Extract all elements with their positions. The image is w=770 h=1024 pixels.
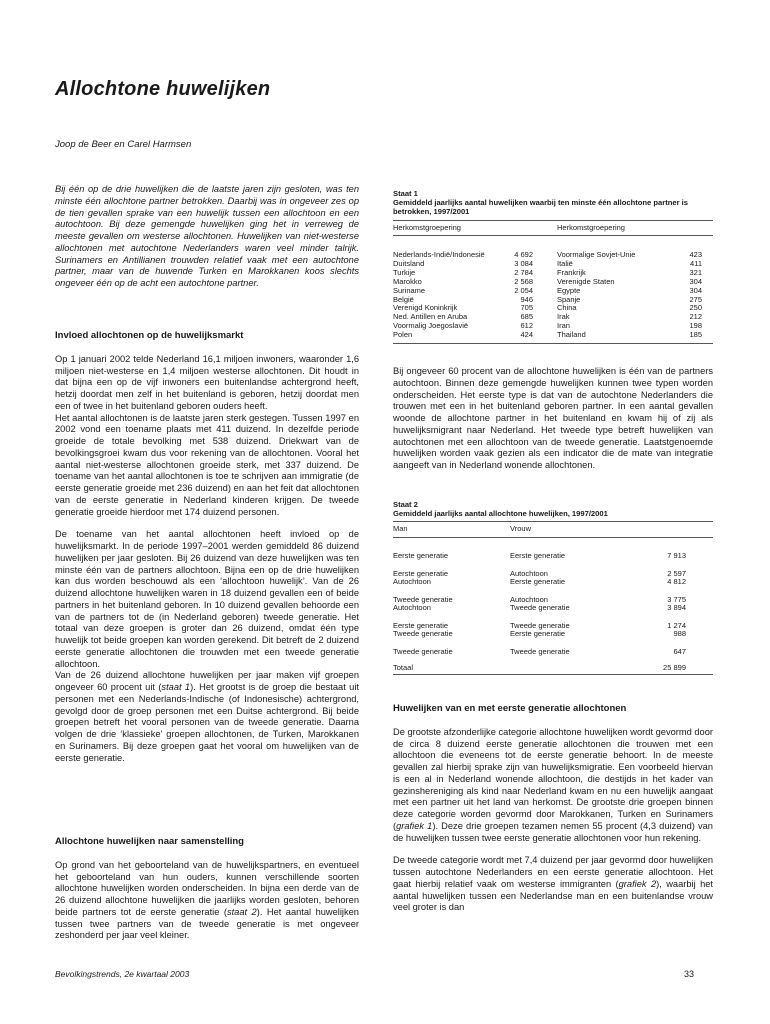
table1-caption: [393, 189, 713, 216]
section-heading-invloed: Invloed allochtonen op de huwelijksmarkt: [55, 330, 244, 341]
table2-man: Tweede generatie: [393, 629, 453, 638]
table2-vrouw: Eerste generatie: [510, 551, 566, 560]
table2-label: Staat 2: [393, 500, 418, 509]
table1-value: 946: [520, 294, 533, 304]
table1-row: [393, 331, 533, 340]
paragraph: Van de 26 duizend allochtone huwelijken per jaar maken vijf groepen ongeveer 60 procent uit (staat 1). Het grootst is de groep die bestaat uit personen met een Nederlands-Indische (of Indonesische) achtergrond, gevolgd door de groep personen met een Duitse achtergrond. Bij beide groepen betreft het vooral personen van de tweede generatie. Daarna volgen de drie ‘klassieke’ groepen allochtonen, de Turken, Marokkanen en Surinamers. Bij deze groepen gaat het vooral om huwelijken van de eerste generatie.: [55, 670, 359, 763]
table1-origin: Marokko: [393, 276, 422, 286]
table1-origin: Suriname: [393, 285, 426, 295]
article-title: Allochtone huwelijken: [55, 78, 271, 100]
paragraph: Op grond van het geboorteland van de huwelijkspartners, en eventueel het geboorteland van hun ouders, kunnen verschillende soorten allochtone huwelijken worden onderscheiden. In bijna een derde van de 26 duizend allochtone huwelijken die jaarlijks worden gesloten, behoren beide partners tot de eerste generatie (staat 2). Het aantal huwelijken tussen twee partners van de tweede generatie is met ongeveer zeshonderd per jaar veel kleiner.: [55, 859, 359, 941]
left-column: [55, 330, 359, 764]
table1-value: 2 784: [514, 267, 533, 277]
chart-reference: grafiek 1: [396, 820, 433, 831]
table1-value: 685: [520, 312, 533, 322]
table2-man: Eerste generatie: [393, 621, 449, 630]
table2-man: Autochtoon: [393, 603, 431, 612]
table2-value: 988: [673, 629, 686, 638]
table2-value: 4 812: [667, 577, 686, 586]
section-heading-eerste-generatie: Huwelijken van en met eerste generatie allochtonen: [393, 703, 627, 714]
table1-origin: Iran: [557, 321, 570, 331]
table2-value: 7 913: [667, 551, 686, 560]
table1-origin: Thailand: [557, 330, 586, 340]
table1-left-block: [393, 251, 533, 340]
table1-origin: Voormalig Joegoslavië: [393, 321, 469, 331]
table1-row: [557, 296, 702, 305]
table2-value: 647: [673, 647, 686, 656]
table1-origin: Voormalige Sovjet-Unie: [557, 250, 636, 259]
table2-rule-bottom: [393, 674, 713, 675]
table1-origin: Frankrijk: [557, 267, 586, 277]
table1-value: 321: [689, 267, 702, 277]
table1-row: [557, 251, 702, 260]
table2-man: Tweede generatie: [393, 647, 453, 656]
page-number: 33: [684, 969, 695, 979]
table1-value: 185: [689, 330, 702, 340]
right-column-bottom: [393, 703, 713, 914]
table1-value: 304: [689, 285, 702, 295]
table1-title: Gemiddeld jaarlijks aantal huwelijken waarbij ten minste één allochtone partner is betrokken, 1997/2001: [393, 198, 688, 216]
table1-origin: Spanje: [557, 294, 581, 304]
table1-origin: Verenigd Koninkrijk: [393, 303, 458, 313]
table1-label: Staat 1: [393, 189, 418, 198]
table1-origin: Nederlands-Indië/Indonesië: [393, 250, 485, 259]
table2-man: Eerste generatie: [393, 569, 449, 578]
table1-value: 423: [689, 250, 702, 259]
table2-caption: [393, 500, 713, 518]
table1-value: 411: [690, 258, 702, 268]
table2-value: 1 274: [667, 621, 686, 630]
table1-origin: Egypte: [557, 285, 581, 295]
table1-value: 304: [689, 276, 702, 286]
table1-rule-top: [393, 220, 713, 221]
table1-value: 198: [689, 321, 702, 331]
table1-row: [557, 331, 702, 340]
table2-man: Tweede generatie: [393, 595, 453, 604]
table2-rule-top: [393, 521, 713, 522]
table2-vrouw: Tweede generatie: [510, 647, 570, 656]
table2-vrouw: Eerste generatie: [510, 577, 566, 586]
paragraph: Op 1 januari 2002 telde Nederland 16,1 miljoen inwoners, waaronder 1,6 miljoen niet-westerse en 1,4 miljoen westerse allochtonen. Dit houdt in dat bijna een op de vijf inwoners een buitenlandse achtergrond heeft, hetzij doordat men zelf in het buitenland is geboren, hetzij doordat men een of twee in het buitenland geboren ouders heeft.: [55, 353, 359, 411]
chart-reference: grafiek 2: [618, 878, 657, 889]
paragraph: De grootste afzonderlijke categorie allochtone huwelijken wordt gevormd door de circa 8 duizend eerste generatie allochtonen die trouwen met een allochtoon die eveneens tot de eerste generatie behoort. In de meeste gevallen zal hierbij sprake zijn van huwelijksmigratie. Een voorbeeld hiervan is een al in Nederland wonende allochtoon, die destijds in het kader van gezinshereniging als kind naar Nederland kwam en nu een huwelijk aangaat met een partner uit het land van herkomst. De grootste drie groepen binnen deze categorie worden gevormd door Marokkanen, Turken en Surinamers (grafiek 1). Deze drie groepen tezamen nemen 55 procent (4,3 duizend) van de huwelijken tussen twee eerste generatie allochtonen voor hun rekening.: [393, 726, 713, 843]
article-authors: Joop de Beer en Carel Harmsen: [55, 139, 192, 150]
table2-vrouw: Tweede generatie: [510, 603, 570, 612]
table1-right-block: [557, 251, 702, 340]
table1-origin: Duitsland: [393, 258, 425, 268]
table1-value: 612: [520, 321, 533, 331]
table1-value: 275: [689, 294, 702, 304]
table2-header-vrouw: Vrouw: [510, 524, 531, 533]
table1-header-right: Herkomstgroepering: [557, 223, 625, 232]
table2-value: 2 597: [667, 569, 686, 578]
footer-journal: Bevolkingstrends, 2e kwartaal 2003: [55, 969, 190, 979]
table1-value: 3 084: [514, 258, 533, 268]
table1-origin: Ned. Antillen en Aruba: [393, 312, 468, 322]
paragraph: De toename van het aantal allochtonen heeft invloed op de huwelijksmarkt. In de periode 1997–2001 werden gemiddeld 86 duizend huwelijken per jaar gesloten. Bij 26 duizend van deze huwelijken was ten minste één van de partners allochtoon. Bijna een op de drie huwelijken kan dus worden beschouwd als een ‘allochtoon huwelijk’. Van de 26 duizend allochtone huwelijken waren in 18 duizend gevallen een of beide partners in het buitenland geboren. In 10 duizend gevallen behoorde een van de partners tot de (in Nederland geboren) tweede generatie. Het totaal van deze groepen is groter dan 26 duizend, omdat één type huwelijk tot beide groepen kan worden gerekend. Dit betreft de 2 duizend eerste generatie allochtonen die trouwden met een tweede generatie allochtoon.: [55, 529, 359, 669]
table1-row: [393, 322, 533, 331]
table2-value: 3 775: [667, 595, 686, 604]
table1-rule-header: [393, 235, 713, 236]
table1-value: 212: [689, 312, 702, 322]
table-reference: staat 2: [226, 906, 257, 917]
table1-value: 424: [520, 330, 533, 340]
table2-vrouw: Autochtoon: [510, 595, 548, 604]
paragraph: Het aantal allochtonen is de laatste jaren sterk gestegen. Tussen 1997 en 2002 vond een toename plaats met 411 duizend. In dezelfde periode groeide de totale bevolking met 538 duizend. Driekwart van de bevolkingsgroei kwam dus voor rekening van de allochtonen. Vooral het aantal niet-westerse allochtonen groeide sterk, met 337 duizend. De toename van het aantal allochtonen is toe te schrijven aan immigratie (de eerste generatie groeide met 236 duizend) en aan het feit dat allochtonen van de eerste generatie in Nederland kinderen krijgen. De tweede generatie groeide hierdoor met 174 duizend personen.: [55, 412, 359, 517]
table1-origin: Verenigde Staten: [557, 276, 615, 286]
table1-header-left: Herkomstgroepering: [393, 223, 461, 232]
lead-paragraph: Bij één op de drie huwelijken die de laatste jaren zijn gesloten, was ten minste één allochtone partner betrokken. Daarbij was in ongeveer zes op de tien gevallen sprake van een huwelijk tussen een allochtoon en een autochtoon. Bij deze gemengde huwelijken ging het in verreweg de meeste gevallen om westerse allochtonen. Huwelijken van niet-westerse allochtonen met autochtone Nederlanders waren veel minder talrijk. Surinamers en Antillianen trouwden relatief vaak met een autochtone partner, maar van de huwende Turken en Marokkanen koos slechts ongeveer één op de acht een autochtone partner.: [55, 184, 359, 288]
table1-value: 250: [689, 303, 702, 313]
right-paragraph: Bij ongeveer 60 procent van de allochtone huwelijken is één van de partners autochtoon. Binnen deze gemengde huwelijken kunnen twee typen worden onderscheiden. Het eerste type is dat van de autochtone Nederlanders die trouwen met een in het buitenland geboren partner. In een aantal gevallen woonde de allochtone partner in het buitenland en kwam hij of zij als huwelijksmigrant naar Nederland. Het tweede type betreft huwelijken van autochtonen met een allochtoon van de tweede generatie. Laatstgenoemde huwelijken worden vaak gezien als een indicator die de mate van integratie aangeeft van in Nederland wonende allochtonen.: [393, 366, 713, 470]
table1-row: [557, 304, 702, 313]
table1-value: 705: [520, 303, 533, 313]
table2-value: 25 899: [663, 663, 686, 672]
table2-man: Autochtoon: [393, 577, 431, 586]
table1-origin: China: [557, 303, 577, 313]
table2-man: Totaal: [393, 663, 414, 672]
table1-value: 2 054: [514, 285, 533, 295]
table1-row: [393, 287, 533, 296]
table1-value: 2 568: [514, 276, 533, 286]
left-column-bottom: [55, 836, 359, 942]
table1-rule-bottom: [393, 343, 713, 344]
table2-man: Eerste generatie: [393, 551, 449, 560]
table1-origin: Irak: [557, 312, 570, 322]
table2-vrouw: Eerste generatie: [510, 629, 566, 638]
table1-origin: Turkije: [393, 267, 416, 277]
table1-row: [557, 313, 702, 322]
table2-rule-header: [393, 537, 713, 538]
paragraph: De tweede categorie wordt met 7,4 duizend per jaar gevormd door huwelijken tussen autochtone Nederlanders en een eerste generatie allochtoon. Het gaat hierbij relatief vaak om westerse immigranten (grafiek 2), waarbij het aantal huwelijken tussen een Nederlandse man en een buitenlandse vrouw veel groter is dan: [393, 855, 713, 913]
table1-origin: België: [393, 294, 414, 304]
section-heading-samenstelling: Allochtone huwelijken naar samenstelling: [55, 836, 244, 847]
table1-value: 4 692: [514, 250, 533, 259]
table2-vrouw: Autochtoon: [510, 569, 548, 578]
table2-vrouw: Tweede generatie: [510, 621, 570, 630]
table-reference: staat 1: [161, 682, 191, 692]
table1-origin: Polen: [393, 330, 413, 340]
table2-value: 3 894: [667, 603, 686, 612]
table2-title: Gemiddeld jaarlijks aantal allochtone huwelijken, 1997/2001: [393, 509, 608, 518]
table1-origin: Italië: [557, 258, 573, 268]
table2-header-man: Man: [393, 524, 408, 533]
